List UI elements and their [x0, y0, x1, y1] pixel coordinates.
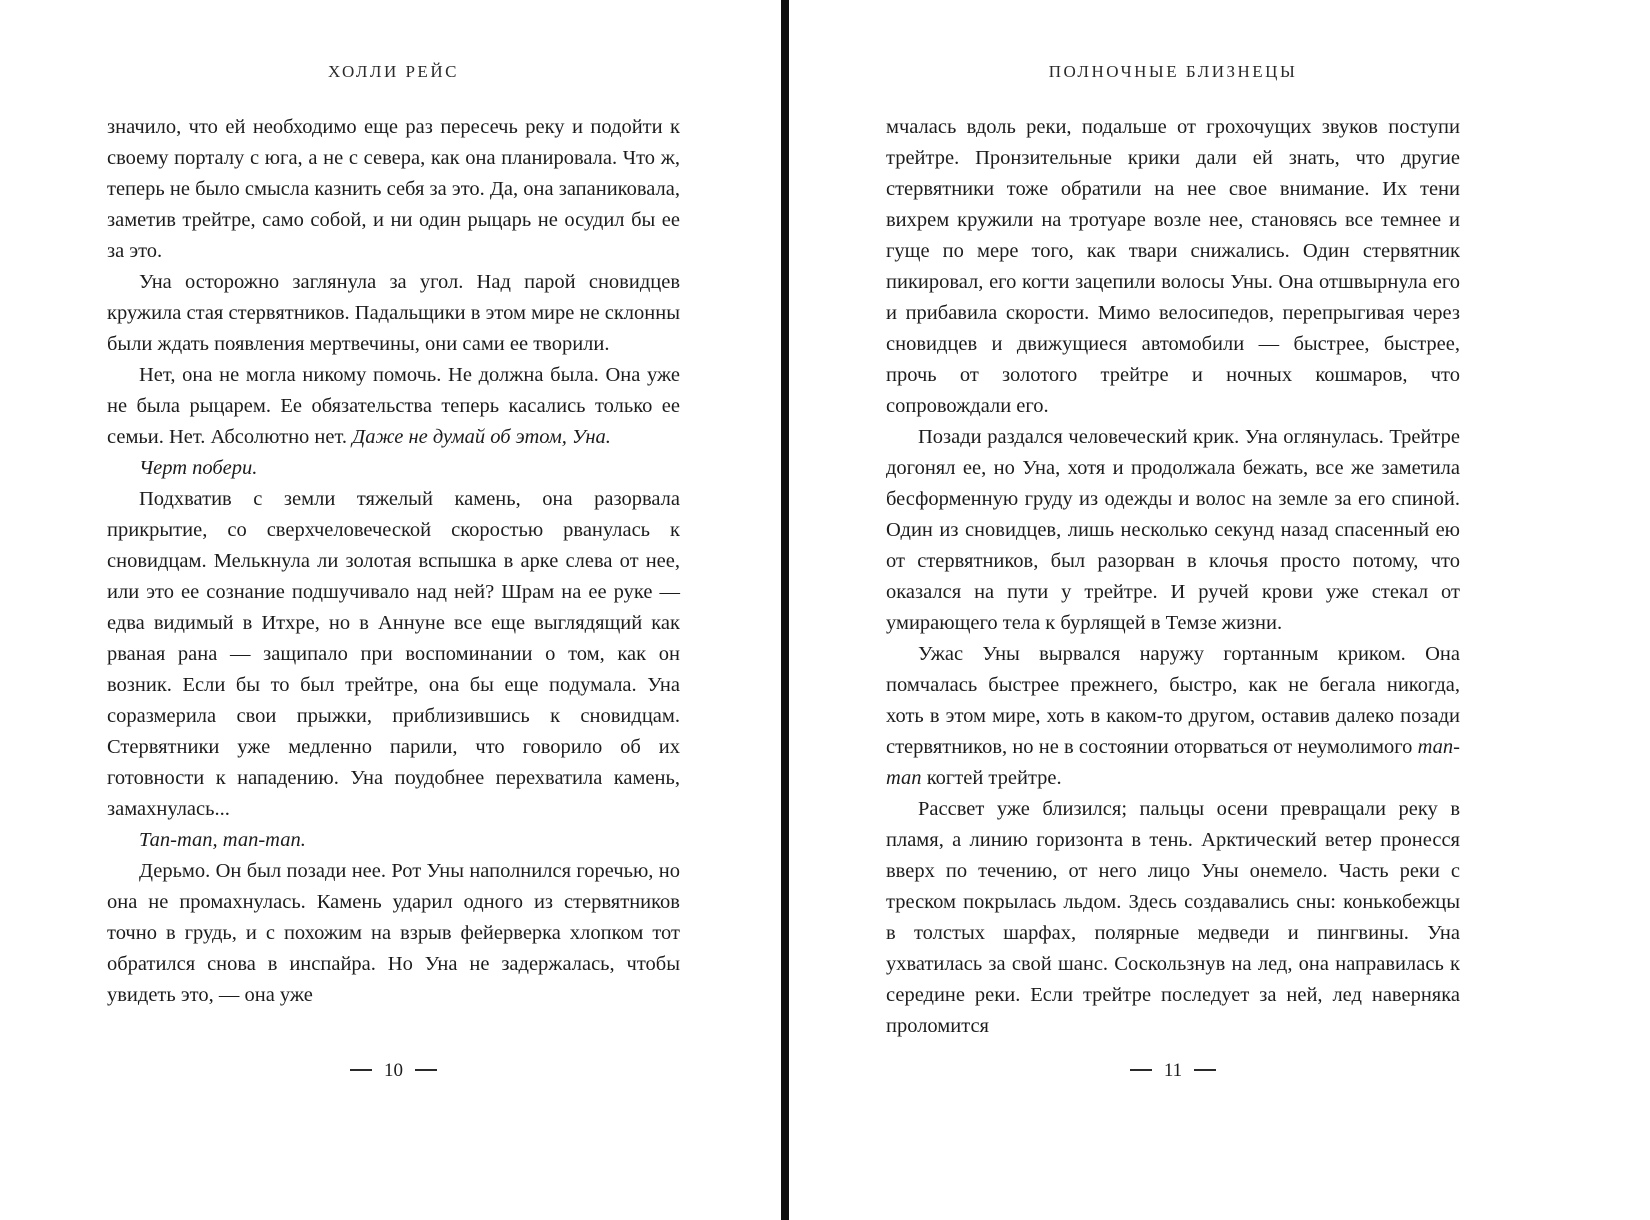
- folio-rule-left: [350, 1069, 372, 1071]
- text-segment-italic: тап-тап: [886, 736, 1460, 789]
- folio-rule-right: [415, 1069, 437, 1071]
- paragraph: [886, 422, 1460, 639]
- running-head-author: ХОЛЛИ РЕЙС: [328, 62, 459, 81]
- paragraph: [107, 856, 680, 1011]
- paragraph: [107, 360, 680, 453]
- text-segment-italic: Даже не думай об этом, Уна.: [352, 426, 611, 448]
- paragraph: [107, 453, 680, 484]
- text-segment: Рассвет уже близился; пальцы осени превращали реку в пламя, а линию горизонта в тень. Арктический ветер пронесся вверх по течению, от него лицо Уны онемело. Часть реки с треском покрылась льдом. Здесь создавались сны: конькобежцы в толстых шарфах, полярные медведи и пингвины. Уна ухватилась за свой шанс. Соскользнув на лед, она направилась к середине реки. Если трейтре последует за ней, лед наверняка проломится: [886, 798, 1460, 1037]
- page-right-footer: [789, 1060, 1650, 1082]
- text-segment: Подхватив с земли тяжелый камень, она разорвала прикрытие, со сверхчеловеческой скоростью рванулась к сновидцам. Мелькнула ли золотая вспышка в арке слева от нее, или это ее сознание подшучивало над ней? Шрам на ее руке — едва видимый в Итхре, но в Аннуне все еще выглядящий как рваная рана — защипало при воспоминании о том, как он возник. Если бы то был трейтре, она бы еще подумала. Уна соразмерила свои прыжки, приблизившись к сновидцам. Стервятники уже медленно парили, что говорило об их готовности к нападению. Уна поудобнее перехватила камень, замахнулась...: [107, 488, 680, 820]
- page-left-footer: [0, 1060, 781, 1082]
- text-segment-italic: Тап-тап, тап-тап.: [139, 829, 306, 851]
- paragraph: [107, 825, 680, 856]
- text-segment: Нет, она не могла никому помочь. Не должна была. Она уже не была рыцарем. Ее обязательства теперь касались только ее семьи. Нет. Абсолютно нет.: [107, 364, 680, 448]
- text-segment: Дерьмо. Он был позади нее. Рот Уны наполнился горечью, но она не промахнулась. Камень ударил одного из стервятников точно в грудь, и с похожим на взрыв фейерверка хлопком тот обратился снова в инспайра. Но Уна не задержалась, чтобы увидеть это, — она уже: [107, 860, 680, 1006]
- text-segment-italic: Черт побери.: [139, 457, 258, 479]
- page-left: [0, 0, 781, 1220]
- text-segment: Позади раздался человеческий крик. Уна оглянулась. Трейтре догонял ее, но Уна, хотя и продолжала бежать, все же заметила бесформенную груду из одежды и волос на земле за его спиной. Один из сновидцев, лишь несколько секунд назад спасенный ею от стервятников, был разорван в клочья просто потому, что оказался на пути у трейтре. И ручей крови уже стекал от умирающего тела к бурлящей в Темзе жизни.: [886, 426, 1460, 634]
- paragraph: [886, 794, 1460, 1042]
- page-right-text: [886, 112, 1460, 1042]
- page-number-left: 10: [384, 1060, 403, 1081]
- text-segment: мчалась вдоль реки, подальше от грохочущих звуков поступи трейтре. Пронзительные крики дали ей знать, что другие стервятники тоже обратили на нее свое внимание. Их тени вихрем кружили на тротуаре возле нее, становясь все темнее и гуще по мере того, как твари снижались. Один стервятник пикировал, его когти зацепили волосы Уны. Она отшвырнула его и прибавила скорости. Мимо велосипедов, перепрыгивая через сновидцев и движущиеся автомобили — быстрее, быстрее, прочь от золотого трейтре и ночных кошмаров, что сопровождали его.: [886, 116, 1460, 417]
- page-number-right: 11: [1163, 1060, 1183, 1081]
- text-segment: Уна осторожно заглянула за угол. Над парой сновидцев кружила стая стервятников. Падальщики в этом мире не склонны были ждать появления мертвечины, они сами ее творили.: [107, 271, 680, 355]
- text-segment: когтей трейтре.: [921, 767, 1062, 789]
- page-divider: [781, 0, 789, 1220]
- folio-rule-right: [1194, 1069, 1216, 1071]
- folio-rule-left: [1130, 1069, 1152, 1071]
- running-head-title: ПОЛНОЧНЫЕ БЛИЗНЕЦЫ: [1048, 62, 1298, 81]
- paragraph: [107, 112, 680, 267]
- page-left-text: [107, 112, 680, 1011]
- text-segment: значило, что ей необходимо еще раз пересечь реку и подойти к своему порталу с юга, а не с севера, как она планировала. Что ж, теперь не было смысла казнить себя за это. Да, она запаниковала, заметив трейтре, само собой, и ни один рыцарь не осудил бы ее за это.: [107, 116, 680, 262]
- paragraph: [107, 484, 680, 825]
- paragraph: [886, 112, 1460, 422]
- paragraph: [886, 639, 1460, 794]
- page-right: [789, 0, 1650, 1220]
- paragraph: [107, 267, 680, 360]
- text-segment: Ужас Уны вырвался наружу гортанным криком. Она помчалась быстрее прежнего, быстро, как не бегала никогда, хоть в этом мире, хоть в каком-то другом, оставив далеко позади стервятников, но не в состоянии оторваться от неумолимого: [886, 643, 1460, 758]
